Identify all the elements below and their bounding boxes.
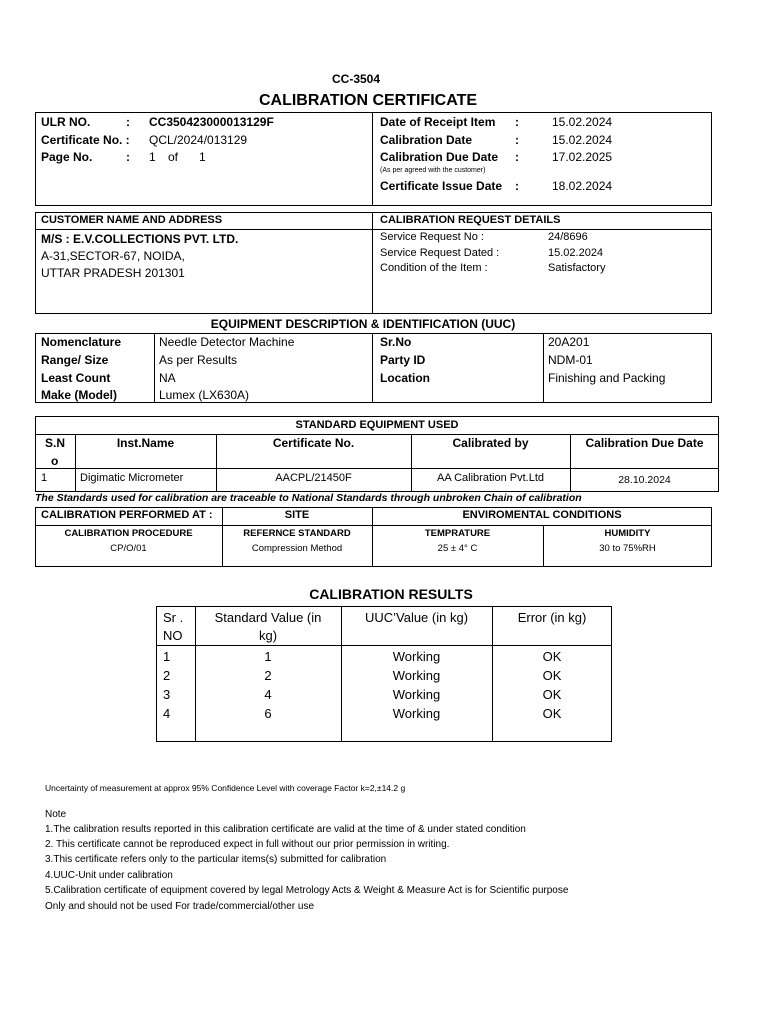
make-model-label: Make (Model) bbox=[41, 388, 118, 402]
note-item: 1.The calibration results reported in this calibration certificate are valid at the time of & under stated condition bbox=[45, 824, 526, 835]
due-date-note: (As per agreed with the customer) bbox=[380, 167, 486, 174]
page-no-label: Page No. bbox=[41, 150, 93, 164]
issue-date-label: Certificate Issue Date bbox=[380, 179, 503, 193]
page-title: CALIBRATION CERTIFICATE bbox=[258, 92, 478, 109]
service-request-date-label: Service Request Dated : bbox=[380, 247, 500, 259]
standard-equipment-heading: STANDARD EQUIPMENT USED bbox=[295, 419, 459, 431]
procedure-label: CALIBRATION PROCEDURE bbox=[64, 528, 193, 539]
environmental-label: ENVIROMENTAL CONDITIONS bbox=[462, 509, 622, 521]
notes-heading: Note bbox=[45, 809, 67, 820]
location-value: Finishing and Packing bbox=[548, 371, 666, 385]
results-col-error: Error (in kg) bbox=[517, 610, 587, 625]
service-request-no-value: 24/8696 bbox=[548, 231, 588, 243]
note-item: Only and should not be used For trade/commercial/other use bbox=[45, 901, 315, 912]
performed-at-label: CALIBRATION PERFORMED AT : bbox=[41, 509, 213, 521]
std-row-cert: AACPL/21450F bbox=[275, 472, 352, 484]
note-item: 4.UUC-Unit under calibration bbox=[45, 870, 173, 881]
col-calibrated-by: Calibrated by bbox=[452, 436, 529, 450]
temperature-label: TEMPRATURE bbox=[424, 528, 491, 539]
due-date-value: 17.02.2025 bbox=[552, 150, 613, 164]
issue-date-value: 18.02.2024 bbox=[552, 179, 613, 193]
customer-heading: CUSTOMER NAME AND ADDRESS bbox=[41, 214, 223, 226]
calibration-date-value: 15.02.2024 bbox=[552, 133, 613, 147]
note-item: 2. This certificate cannot be reproduced expect in full without our prior permission in writing. bbox=[45, 839, 450, 850]
party-id-value: NDM-01 bbox=[548, 353, 593, 367]
serial-no-label: Sr.No bbox=[380, 335, 412, 349]
equipment-heading: EQUIPMENT DESCRIPTION & IDENTIFICATION (UUC) bbox=[210, 317, 516, 331]
customer-address-line1: A-31,SECTOR-67, NOIDA, bbox=[41, 249, 185, 263]
least-count-value: NA bbox=[159, 371, 176, 385]
col-inst-name: Inst.Name bbox=[116, 436, 175, 450]
results-col-uuc: UUC’Value (in kg) bbox=[364, 610, 469, 625]
results-title: CALIBRATION RESULTS bbox=[309, 586, 473, 602]
range-value: As per Results bbox=[159, 353, 238, 367]
col-due-date: Calibration Due Date bbox=[585, 436, 704, 450]
procedure-value: CP/O/01 bbox=[110, 543, 147, 554]
certificate-code: CC-3504 bbox=[332, 72, 381, 86]
receipt-date-value: 15.02.2024 bbox=[552, 115, 613, 129]
nomenclature-value: Needle Detector Machine bbox=[159, 335, 295, 349]
equipment-box bbox=[35, 333, 712, 403]
nomenclature-label: Nomenclature bbox=[41, 335, 122, 349]
col-sno: S.N bbox=[45, 436, 66, 450]
request-heading: CALIBRATION REQUEST DETAILS bbox=[380, 214, 561, 226]
std-row-sno: 1 bbox=[41, 472, 48, 484]
uncertainty-statement: Uncertainty of measurement at approx 95% Confidence Level with coverage Factor k=2,±14.2 g bbox=[45, 783, 406, 793]
std-row-calibrated-by: AA Calibration Pvt.Ltd bbox=[436, 472, 544, 484]
page-total-value: 1 bbox=[199, 150, 206, 164]
service-request-no-label: Service Request No : bbox=[380, 231, 484, 243]
receipt-date-label: Date of Receipt Item bbox=[380, 115, 496, 129]
customer-address-line2: UTTAR PRADESH 201301 bbox=[41, 266, 185, 280]
humidity-value: 30 to 75%RH bbox=[599, 543, 656, 554]
due-date-label: Calibration Due Date bbox=[380, 150, 499, 164]
party-id-label: Party ID bbox=[380, 353, 426, 367]
customer-request-box bbox=[35, 212, 712, 314]
note-item: 5.Calibration certificate of equipment covered by legal Metrology Acts & Weight & Measure Act is for Scientific purpose bbox=[45, 885, 569, 896]
std-row-due: 28.10.2024 bbox=[618, 474, 671, 486]
temperature-value: 25 ± 4° C bbox=[437, 543, 478, 554]
humidity-label: HUMIDITY bbox=[604, 528, 651, 539]
reference-standard-label: REFERNCE STANDARD bbox=[243, 528, 351, 539]
location-label: Location bbox=[380, 371, 430, 385]
reference-standard-value: Compression Method bbox=[251, 543, 343, 554]
service-request-date-value: 15.02.2024 bbox=[548, 247, 604, 259]
least-count-label: Least Count bbox=[41, 371, 111, 385]
ulr-label: ULR NO. bbox=[41, 115, 91, 129]
col-certificate-no: Certificate No. bbox=[272, 436, 355, 450]
site-label: SITE bbox=[284, 509, 310, 521]
calibration-date-label: Calibration Date bbox=[380, 133, 473, 147]
item-condition-label: Condition of the Item : bbox=[380, 262, 488, 274]
ulr-value: CC350423000013129F bbox=[149, 115, 274, 129]
page-no-value: 1 bbox=[149, 150, 156, 164]
note-item: 3.This certificate refers only to the particular items(s) submitted for calibration bbox=[45, 854, 387, 865]
certificate-no-label: Certificate No. : bbox=[41, 133, 130, 147]
make-model-value: Lumex (LX630A) bbox=[159, 388, 250, 402]
traceability-statement: The Standards used for calibration are traceable to National Standards through unbroken Chain of calibration bbox=[35, 492, 582, 504]
item-condition-value: Satisfactory bbox=[548, 262, 606, 274]
std-row-inst: Digimatic Micrometer bbox=[80, 472, 184, 484]
customer-name: M/S : E.V.COLLECTIONS PVT. LTD. bbox=[41, 232, 239, 246]
results-col-standard: Standard Value (in bbox=[214, 610, 322, 625]
range-label: Range/ Size bbox=[41, 353, 109, 367]
results-col-sr: Sr . bbox=[163, 610, 184, 625]
serial-no-value: 20A201 bbox=[548, 335, 590, 349]
certificate-no-value: QCL/2024/013129 bbox=[149, 133, 248, 147]
